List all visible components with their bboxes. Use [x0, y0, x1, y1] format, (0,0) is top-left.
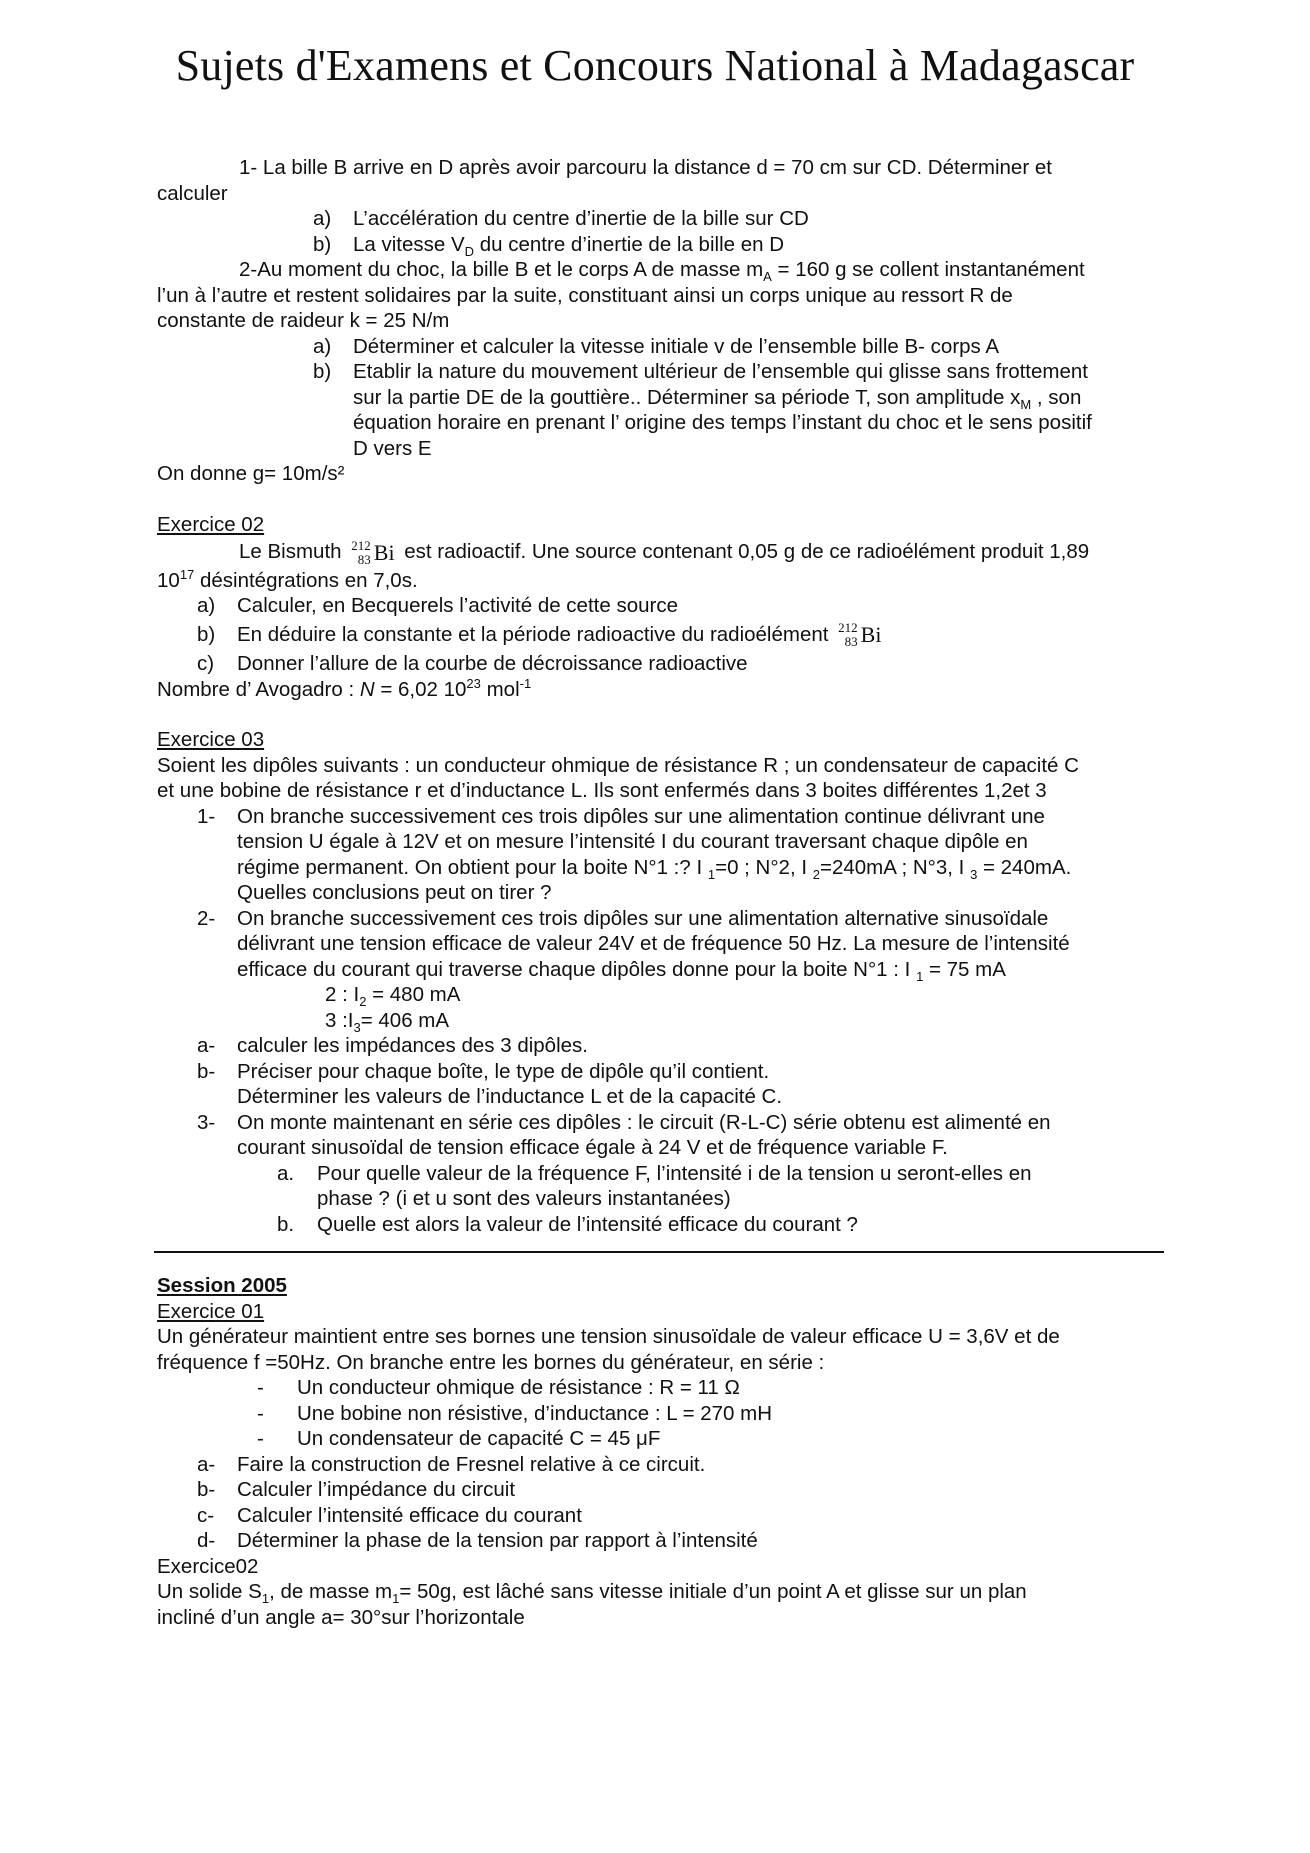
exercise-02-line2: $10^{17}$ désintégrations en 7,0s.	[157, 566, 418, 592]
exercise-03-intro-2: et une bobine de résistance r et d’inductance L. Ils sont enfermés dans 3 boites différentes 1,2et 3	[157, 779, 1047, 803]
question-1-intro: 1- La bille B arrive en D après avoir parcouru la distance d = 70 cm sur CD. Déterminer et	[239, 156, 1052, 179]
exercise-02-b: b) En déduire la constante et la période radioactive du radioélément 212 83 Bi	[197, 620, 882, 650]
question-2-line3: constante de raideur k = 25 N/m	[157, 309, 450, 332]
document-body	[157, 155, 1167, 1630]
given-data: On donne g= 10m/s²	[157, 462, 345, 485]
component-coil: - Une bobine non résistive, d’inductance : L = 270 mH	[257, 1401, 773, 1425]
exercise-02-intro: Le Bismuth 212 83 Bi est radioactif. Une source contenant 0,05 g de ce radioélément produit 1,89	[239, 537, 1090, 567]
section-divider	[154, 1251, 1164, 1253]
session-2005-exercise-01-heading: Exercice 01	[157, 1299, 265, 1323]
question-2b: b) Etablir la nature du mouvement ultérieur de l’ensemble qui glisse sans frottement sur la partie DE de la gouttière.. Déterminer sa période T, son amplitude $x_M$ , son équation horaire en prenant l’ origine des temps l’instant du choc et le sens positif D vers E	[313, 360, 1092, 460]
session-2005-ex02-line2: incliné d’un angle a= 30°sur l’horizontale	[157, 1605, 525, 1629]
exercise-03-heading: Exercice 03	[157, 728, 265, 752]
session-2005-ex01-line2: fréquence f =50Hz. On branche entre les bornes du générateur, en série :	[157, 1350, 825, 1374]
bismuth-nuclide: 212 83 Bi	[351, 537, 395, 567]
exercise-03-q3a: a. Pour quelle valeur de la fréquence F, l’intensité i de la tension u seront-elles en phase ? (i et u sont des valeurs instantanées)	[277, 1161, 1032, 1211]
question-1-intro-cont: calculer	[157, 181, 228, 205]
exercise-03-qa: a- calculer les impédances des 3 dipôles.	[197, 1034, 588, 1058]
session-2005-qa: a- Faire la construction de Fresnel relative à ce circuit.	[197, 1452, 706, 1476]
page-title: Sujets d'Examens et Concours National à Madagascar	[175, 41, 1135, 90]
question-2a: a) Déterminer et calculer la vitesse initiale v de l’ensemble bille B- corps A	[313, 334, 1000, 358]
bismuth-nuclide-2: 212 83 Bi	[838, 620, 882, 650]
component-capacitor: - Un condensateur de capacité C = 45 μF	[257, 1427, 661, 1451]
session-2005-exercise-02-heading: Exercice02	[157, 1554, 259, 1578]
session-2005-ex01-line1: Un générateur maintient entre ses bornes une tension sinusoïdale de valeur efficace U = 3,6V et de	[157, 1325, 1060, 1349]
session-2005-qc: c- Calculer l’intensité efficace du courant	[197, 1503, 582, 1527]
exercise-03-q3b: b. Quelle est alors la valeur de l’intensité efficace du courant ?	[277, 1212, 858, 1236]
exercise-03-q1: 1- On branche successivement ces trois dipôles sur une alimentation continue délivrant une tension U égale à 12V et on mesure l’intensité I du courant traversant chaque dipôle en régime permanent. On obtient pour la boite N°1 :? I $_1$=0 ; N°2, I $_2$=240mA ; N°3, I $_3$ = 240mA. Quelles conclusions peut on tirer ?	[197, 804, 1072, 905]
question-2-line2: l’un à l’autre et restent solidaires par la suite, constituant ainsi un corps unique au ressort R de	[157, 283, 1013, 307]
exercise-03-q2: 2- On branche successivement ces trois dipôles sur une alimentation alternative sinusoïdale délivrant une tension efficace de valeur 24V et de fréquence 50 Hz. La mesure de l’intensité efficace du courant qui traverse chaque dipôles donne pour la boite N°1 : I $_1$ = 75 mA 2 : $I_2 = 480$ mA 3 $:I_3= 406$ mA	[197, 906, 1070, 1035]
avogadro-constant: Nombre d’ Avogadro : N = 6,02 $10^{23}$ mol$^{-1}$	[157, 675, 532, 701]
exercise-02-a: a) Calculer, en Becquerels l’activité de cette source	[197, 594, 678, 618]
session-2005-ex02-line1: Un solide $S_1$, de masse $m_1= 50g$, est lâché sans vitesse initiale d’un point A et glisse sur un plan	[157, 1580, 1027, 1607]
session-2005-qb: b- Calculer l’impédance du circuit	[197, 1478, 516, 1502]
question-2-line1: 2-Au moment du choc, la bille B et le corps A de masse $m_A = 160$ g se collent instantanément	[239, 258, 1085, 285]
exercise-02-heading: Exercice 02	[157, 512, 265, 536]
question-1b: b) La vitesse $V_D$ du centre d’inertie de la bille en D	[313, 232, 785, 259]
question-1a: a) L’accélération du centre d’inertie de la bille sur CD	[313, 207, 809, 230]
session-2005-qd: d- Déterminer la phase de la tension par rapport à l’intensité	[197, 1529, 758, 1553]
exercise-02-c: c) Donner l’allure de la courbe de décroissance radioactive	[197, 652, 748, 676]
exercise-03-qb: b- Préciser pour chaque boîte, le type de dipôle qu’il contient. Déterminer les valeurs de l’inductance L et de la capacité C.	[197, 1059, 783, 1109]
component-resistor: - Un conducteur ohmique de résistance : R = 11 Ω	[257, 1376, 740, 1400]
exercise-03-q3: 3- On monte maintenant en série ces dipôles : le circuit (R-L-C) série obtenu est alimenté en courant sinusoïdal de tension efficace égale à 24 V et de fréquence variable F.	[197, 1110, 1051, 1160]
session-2005-heading: Session 2005	[157, 1274, 287, 1298]
exercise-03-intro-1: Soient les dipôles suivants : un conducteur ohmique de résistance R ; un condensateur de capacité C	[157, 753, 1079, 777]
